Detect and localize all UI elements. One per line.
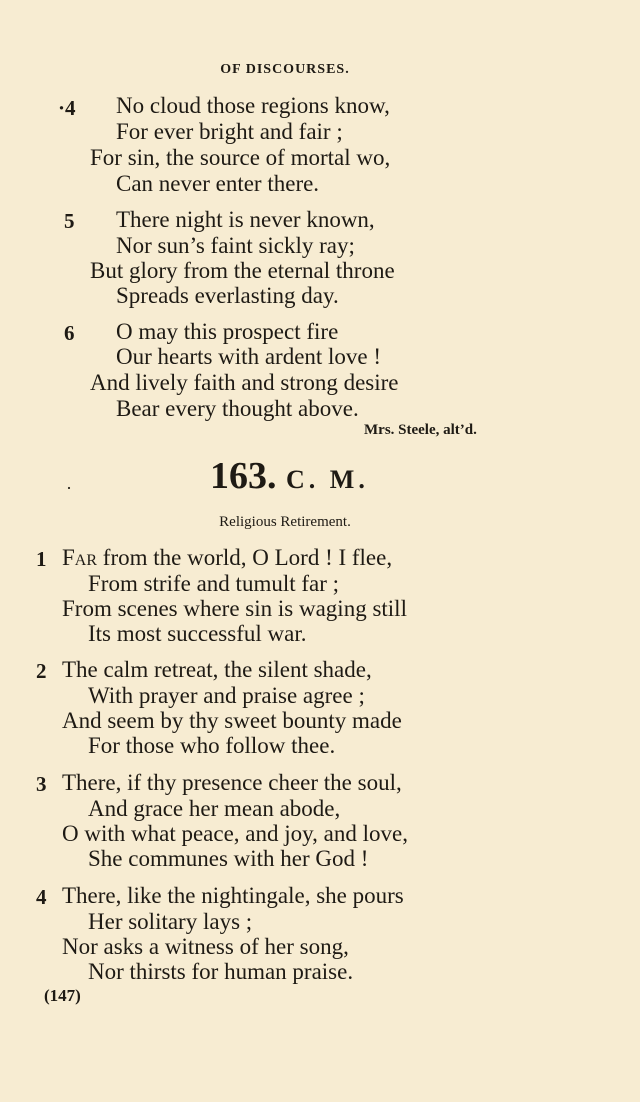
verse-line: O may this prospect fire (116, 319, 339, 344)
verse-line: Nor asks a witness of her song, (62, 934, 349, 959)
verse-number: 3 (36, 772, 47, 796)
verse-line: Its most successful war. (88, 621, 307, 646)
verse-line: Her solitary lays ; (88, 909, 253, 934)
verse-number: ·4 (58, 96, 76, 120)
verse-line: Far from the world, O Lord ! I flee, (62, 545, 393, 570)
page-number: (147) (44, 986, 81, 1005)
verse-line: Nor thirsts for human praise. (88, 959, 354, 984)
hymn-number: 163. (210, 455, 277, 497)
verse-number: 2 (36, 659, 47, 683)
verse-line: And grace her mean abode, (88, 796, 341, 821)
verse-number: 6 (64, 321, 75, 345)
verse-line: No cloud those regions know, (116, 93, 390, 118)
verse-line: Bear every thought above. (116, 396, 359, 421)
verse-line: For those who follow thee. (88, 733, 336, 758)
hymn-meter: C. M. (286, 465, 369, 494)
verse-line: Our hearts with ardent love ! (116, 344, 382, 369)
verse-line: With prayer and praise agree ; (88, 683, 365, 708)
verse-line: For ever bright and fair ; (116, 119, 343, 144)
verse-number: 1 (36, 547, 47, 571)
verse-line: The calm retreat, the silent shade, (62, 657, 372, 682)
verse-line: But glory from the eternal throne (90, 258, 395, 283)
first-word: Far (62, 545, 98, 570)
verse-line: There night is never known, (116, 207, 375, 232)
printer-mark: · (66, 478, 72, 498)
running-header: OF DISCOURSES. (220, 62, 350, 77)
hymn-title: Religious Retirement. (219, 514, 351, 530)
verse-line: She communes with her God ! (88, 846, 369, 871)
verse-line: And lively faith and strong desire (90, 370, 399, 395)
verse-number: 4 (36, 885, 47, 909)
verse-line: For sin, the source of mortal wo, (90, 145, 391, 170)
verse-line: There, like the nightingale, she pours (62, 883, 404, 908)
verse-line: From scenes where sin is waging still (62, 596, 407, 621)
verse-line: Nor sun’s faint sickly ray; (116, 233, 355, 258)
attribution: Mrs. Steele, alt’d. (364, 422, 477, 438)
hymn-heading (210, 454, 369, 498)
verse-number: 5 (64, 209, 75, 233)
verse-line: And seem by thy sweet bounty made (62, 708, 402, 733)
verse-line: Can never enter there. (116, 171, 320, 196)
verse-line: From strife and tumult far ; (88, 571, 340, 596)
verse-line: There, if thy presence cheer the soul, (62, 770, 402, 795)
verse-line: Spreads everlasting day. (116, 283, 339, 308)
verse-line: O with what peace, and joy, and love, (62, 821, 408, 846)
